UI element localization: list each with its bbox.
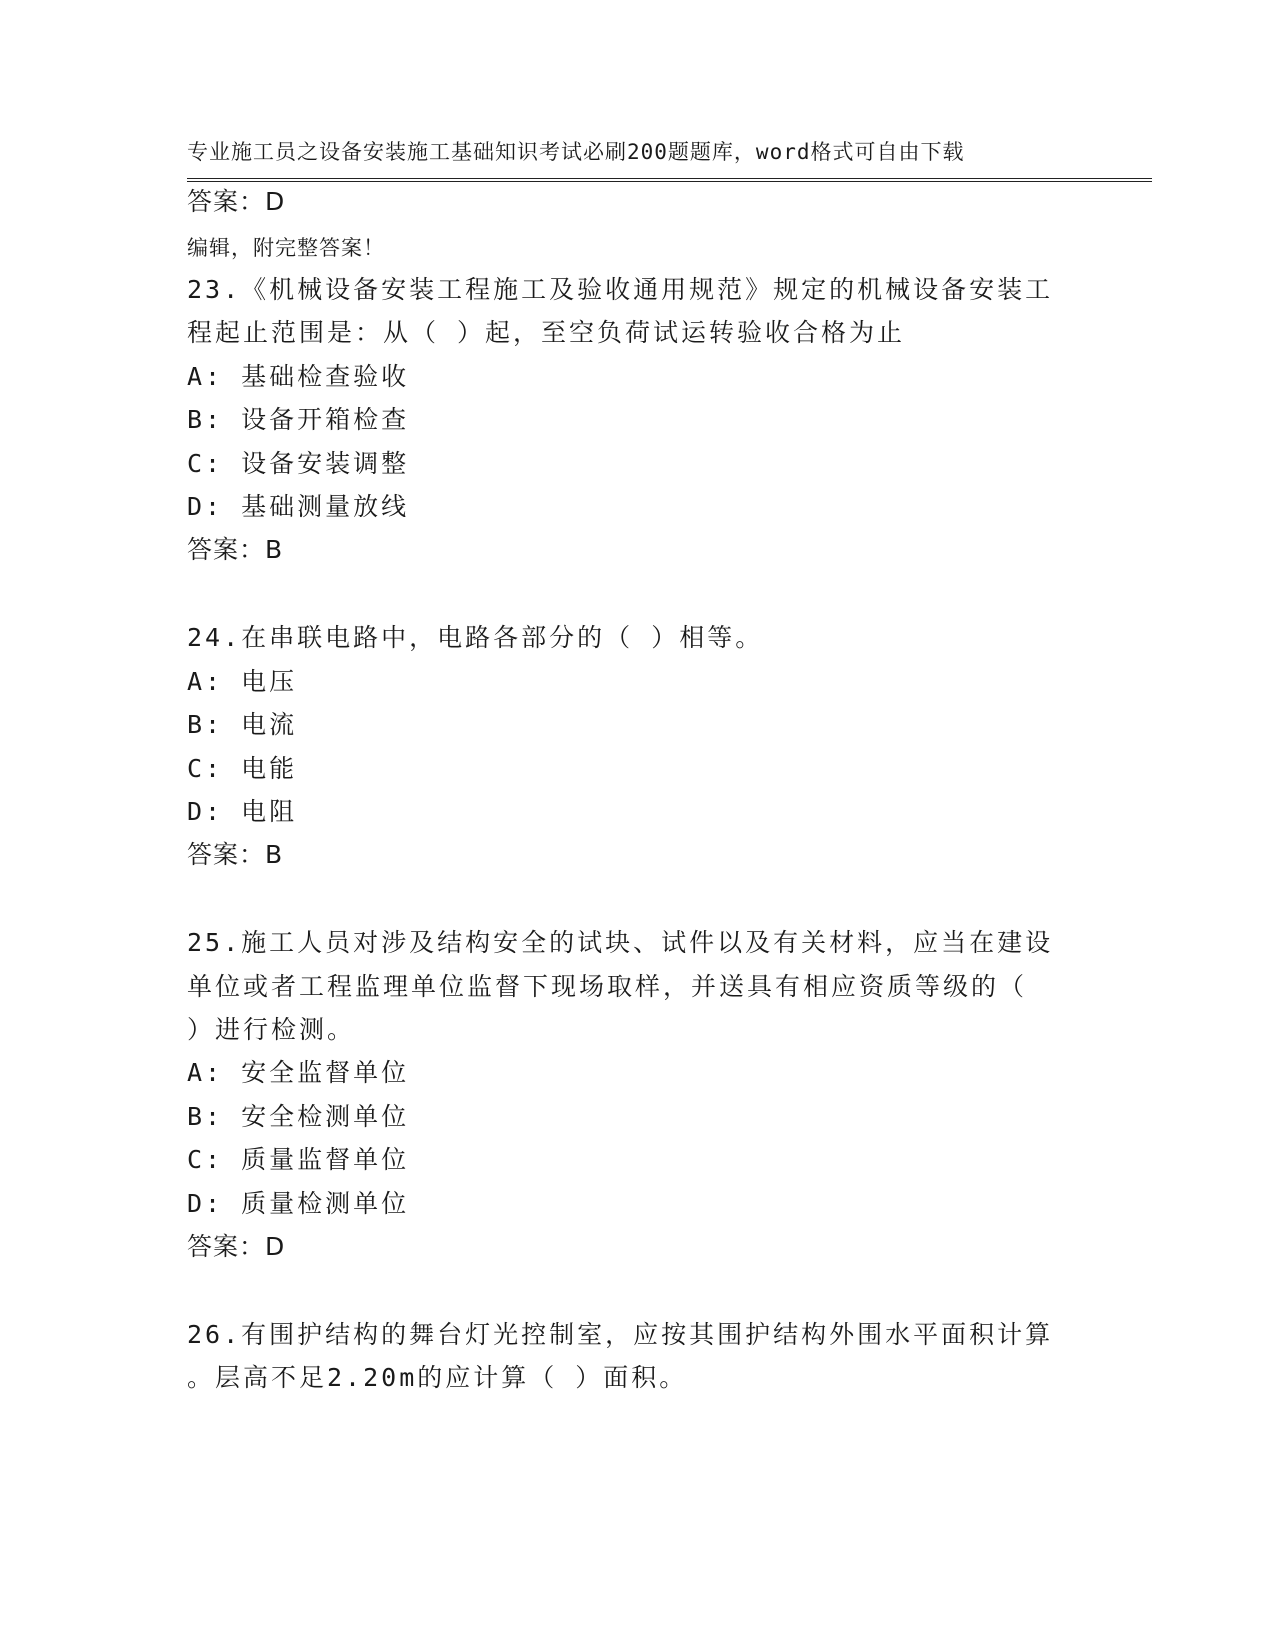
q25-stem-line-1: 25.施工人员对涉及结构安全的试块、试件以及有关材料，应当在建设 — [187, 928, 1054, 957]
q24-answer: 答案：B — [187, 840, 284, 869]
q26-stem-line-1: 26.有围护结构的舞台灯光控制室，应按其围护结构外围水平面积计算 — [187, 1320, 1054, 1349]
previous-answer: 答案：D — [187, 187, 286, 216]
q23-option-d: D: 基础测量放线 — [187, 492, 410, 521]
q25-option-d: D: 质量检测单位 — [187, 1189, 410, 1218]
q24-option-a: A: 电压 — [187, 667, 298, 696]
q25-option-a: A: 安全监督单位 — [187, 1058, 410, 1087]
q23-option-a: A: 基础检查验收 — [187, 362, 410, 391]
q23-stem-line-1: 23.《机械设备安装工程施工及验收通用规范》规定的机械设备安装工 — [187, 275, 1054, 304]
q25-stem-line-2: 单位或者工程监理单位监督下现场取样，并送具有相应资质等级的（ — [187, 972, 1028, 1001]
header-line-2: 编辑，附完整答案！ — [187, 236, 385, 260]
q24-stem-line-1: 24.在串联电路中，电路各部分的（ ）相等。 — [187, 623, 764, 652]
q23-answer: 答案：B — [187, 535, 284, 564]
q24-option-d: D: 电阻 — [187, 797, 298, 826]
q23-option-b: B: 设备开箱检查 — [187, 405, 410, 434]
q25-option-b: B: 安全检测单位 — [187, 1102, 410, 1131]
q24-option-b: B: 电流 — [187, 710, 298, 739]
header-divider — [187, 178, 1152, 182]
q24-option-c: C: 电能 — [187, 754, 298, 783]
q26-stem-line-2: 。层高不足2.20m的应计算（ ）面积。 — [187, 1363, 688, 1392]
q25-stem-line-3: ）进行检测。 — [187, 1015, 356, 1044]
q23-option-c: C: 设备安装调整 — [187, 449, 410, 478]
header-line-1: 专业施工员之设备安装施工基础知识考试必刷200题题库，word格式可自由下载 — [187, 140, 965, 164]
q25-option-c: C: 质量监督单位 — [187, 1145, 410, 1174]
document-header — [187, 72, 1087, 296]
q25-answer: 答案：D — [187, 1232, 286, 1261]
q23-stem-line-2: 程起止范围是：从（ ）起，至空负荷试运转验收合格为止 — [187, 318, 906, 347]
